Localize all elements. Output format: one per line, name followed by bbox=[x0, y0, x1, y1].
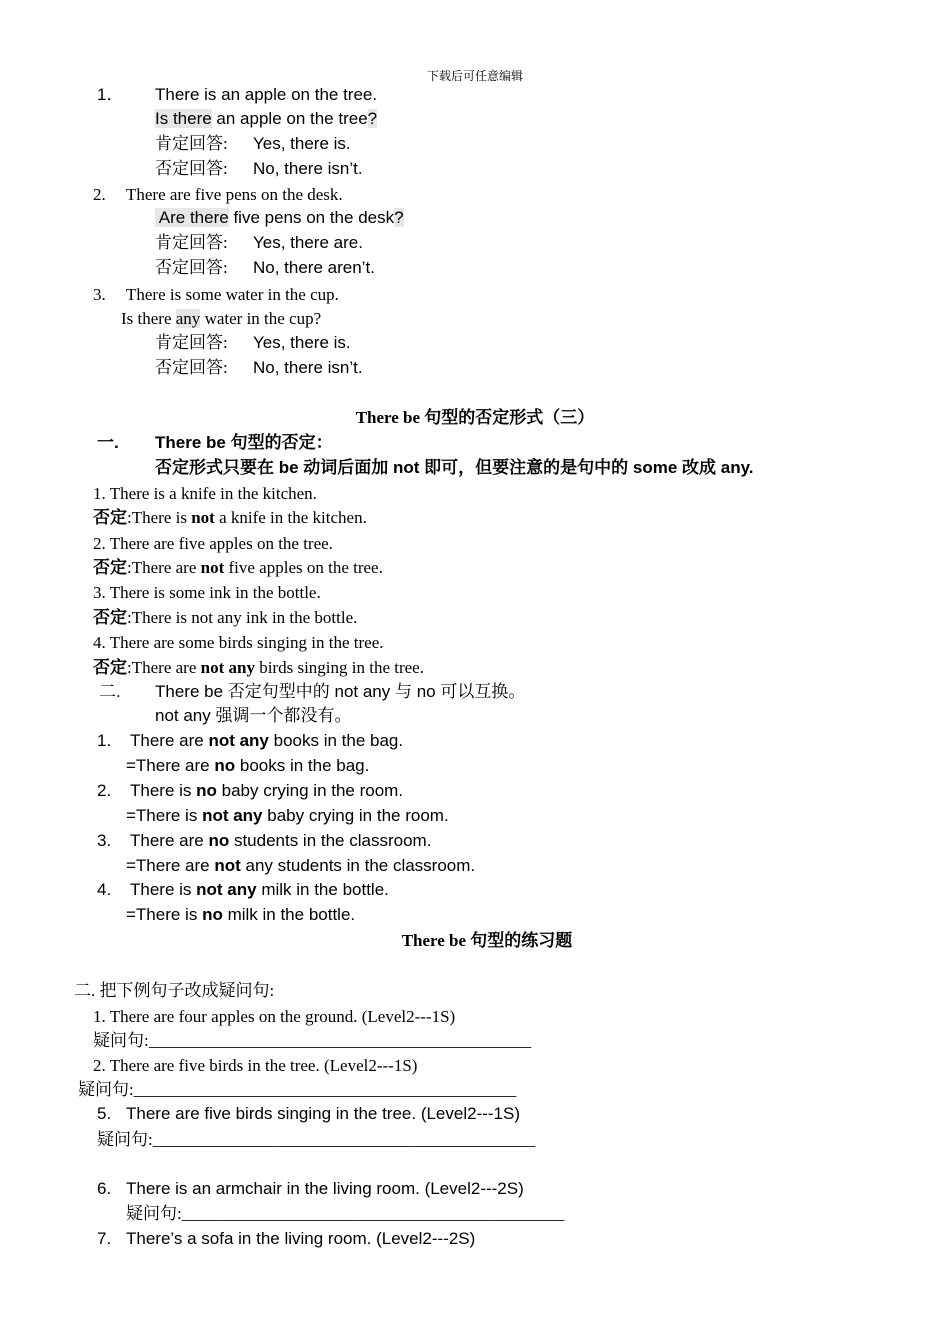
list-number: 7. bbox=[97, 1229, 112, 1248]
list-number: 4. bbox=[97, 880, 112, 899]
bold-word: no bbox=[208, 831, 230, 850]
negative-sentence bbox=[93, 607, 357, 629]
blank-line[interactable]: _____________________________________________ bbox=[152, 1130, 536, 1149]
list-number: 1. bbox=[97, 731, 112, 750]
swap-equivalent bbox=[126, 805, 449, 827]
blank-label: 疑问句: bbox=[97, 1130, 153, 1149]
text: baby crying in the room. bbox=[216, 781, 404, 800]
text: birds singing in the tree. bbox=[254, 658, 424, 677]
text: any students in the classroom. bbox=[240, 856, 476, 875]
section-title: There be 句型的练习题 bbox=[401, 931, 573, 950]
text: books in the bag. bbox=[268, 731, 404, 750]
negative-sentence bbox=[93, 557, 383, 579]
example-sentence: There is an apple on the tree. bbox=[155, 85, 378, 104]
answer-label: 肯定回答: bbox=[155, 333, 228, 352]
neg-label: 否定 bbox=[93, 558, 127, 577]
answer-label: 肯定回答: bbox=[155, 233, 228, 252]
swap-sentence bbox=[130, 780, 403, 802]
page-header-note: 下载后可任意编辑 bbox=[426, 69, 523, 83]
negative-sentence bbox=[93, 507, 367, 529]
highlight: Are there bbox=[155, 208, 229, 227]
text: =There are bbox=[126, 856, 215, 875]
text: There are bbox=[130, 831, 209, 850]
rule-text: 否定形式只要在 be 动词后面加 not 即可，但要注意的是句中的 some 改成 any. bbox=[155, 458, 754, 477]
note-text: not any 强调一个都没有。 bbox=[155, 706, 352, 725]
bold-word: not bbox=[200, 558, 225, 577]
text: books in the bag. bbox=[235, 756, 370, 775]
question-sentence bbox=[155, 207, 404, 229]
text: =There is bbox=[126, 806, 203, 825]
exercise-sentence: There’s a sofa in the living room. (Level2---2S) bbox=[126, 1229, 476, 1248]
section-title: There be 句型的否定形式（三） bbox=[355, 408, 595, 427]
text: =There are bbox=[126, 756, 215, 775]
text: students in the classroom. bbox=[229, 831, 432, 850]
swap-sentence bbox=[130, 879, 389, 901]
list-number: 5. bbox=[97, 1104, 112, 1123]
neg-label: 否定 bbox=[93, 658, 127, 677]
exercise-sentence: There are five birds singing in the tree. (Level2---1S) bbox=[126, 1104, 521, 1123]
list-number: 2. bbox=[93, 185, 106, 204]
swap-sentence bbox=[130, 730, 403, 752]
answer-blank[interactable] bbox=[126, 1203, 564, 1225]
text: :There is not any ink in the bottle. bbox=[127, 608, 358, 627]
blank-line[interactable]: _____________________________________________ bbox=[181, 1204, 565, 1223]
blank-line[interactable]: _____________________________________________ bbox=[133, 1080, 517, 1099]
bold-word: not any bbox=[196, 880, 257, 899]
answer-label: 肯定回答: bbox=[155, 134, 228, 153]
negative-sentence bbox=[93, 657, 424, 679]
text: There is bbox=[130, 880, 197, 899]
highlight: Is there bbox=[155, 109, 212, 128]
text: milk in the bottle. bbox=[222, 905, 356, 924]
bold-word: no bbox=[196, 781, 217, 800]
heading-text: There be 句型的否定： bbox=[155, 433, 333, 452]
text: :There are bbox=[127, 658, 201, 677]
answer-label: 否定回答: bbox=[155, 159, 228, 178]
text: milk in the bottle. bbox=[256, 880, 389, 899]
heading-text: There be 否定句型中的 not any 与 no 可以互换。 bbox=[155, 682, 526, 701]
answer-label: 否定回答: bbox=[155, 358, 228, 377]
text: =There is bbox=[126, 905, 203, 924]
answer-blank[interactable] bbox=[97, 1129, 535, 1151]
heading-number: 一. bbox=[97, 433, 119, 452]
original-sentence: 3. There is some ink in the bottle. bbox=[93, 583, 321, 602]
text: five apples on the tree. bbox=[224, 558, 383, 577]
answer-text: Yes, there is. bbox=[253, 333, 351, 352]
swap-equivalent bbox=[126, 855, 475, 877]
highlight: ? bbox=[367, 109, 378, 128]
exercise-sentence: There is an armchair in the living room. (Level2---2S) bbox=[126, 1179, 524, 1198]
blank-line[interactable]: _____________________________________________ bbox=[148, 1031, 532, 1050]
example-sentence: There are five pens on the desk. bbox=[126, 185, 343, 204]
bold-word: no bbox=[214, 756, 236, 775]
swap-equivalent bbox=[126, 755, 369, 777]
text: an apple on the tree bbox=[211, 109, 368, 128]
answer-text: No, there isn’t. bbox=[253, 358, 363, 377]
answer-text: No, there aren’t. bbox=[253, 258, 375, 277]
exercise-sentence: 2. There are five birds in the tree. (Level2---1S) bbox=[93, 1056, 418, 1075]
list-number: 3. bbox=[93, 285, 106, 304]
text: water in the cup? bbox=[200, 309, 322, 328]
bold-word: not bbox=[191, 508, 215, 527]
blank-label: 疑问句: bbox=[78, 1080, 134, 1099]
highlight: ? bbox=[394, 208, 404, 227]
blank-label: 疑问句: bbox=[126, 1204, 182, 1223]
answer-text: No, there isn’t. bbox=[253, 159, 363, 178]
bold-word: not any bbox=[202, 806, 263, 825]
original-sentence: 1. There is a knife in the kitchen. bbox=[93, 484, 317, 503]
text: Is there bbox=[121, 309, 176, 328]
list-number: 3. bbox=[97, 831, 112, 850]
bold-word: not any bbox=[200, 658, 255, 677]
blank-label: 疑问句: bbox=[93, 1031, 149, 1050]
instruction-text: 二. 把下例句子改成疑问句: bbox=[74, 981, 275, 1000]
text: a knife in the kitchen. bbox=[214, 508, 367, 527]
question-sentence bbox=[121, 308, 321, 330]
text: There are bbox=[130, 731, 209, 750]
bold-word: not any bbox=[208, 731, 269, 750]
bold-word: no bbox=[202, 905, 223, 924]
text: baby crying in the room. bbox=[262, 806, 449, 825]
text: :There are bbox=[127, 558, 201, 577]
neg-label: 否定 bbox=[93, 508, 127, 527]
question-sentence bbox=[155, 108, 377, 130]
original-sentence: 4. There are some birds singing in the tree. bbox=[93, 633, 384, 652]
answer-text: Yes, there is. bbox=[253, 134, 351, 153]
answer-blank[interactable] bbox=[78, 1079, 516, 1101]
list-number: 6. bbox=[97, 1179, 112, 1198]
exercise-sentence: 1. There are four apples on the ground. (Level2---1S) bbox=[93, 1007, 456, 1026]
text: :There is bbox=[127, 508, 192, 527]
highlight: any bbox=[175, 309, 201, 328]
bold-word: not bbox=[214, 856, 241, 875]
text: There is bbox=[130, 781, 197, 800]
answer-text: Yes, there are. bbox=[253, 233, 363, 252]
answer-blank[interactable] bbox=[93, 1030, 531, 1052]
example-sentence: There is some water in the cup. bbox=[126, 285, 339, 304]
answer-label: 否定回答: bbox=[155, 258, 228, 277]
swap-equivalent bbox=[126, 904, 355, 926]
heading-number: 二. bbox=[99, 682, 121, 701]
original-sentence: 2. There are five apples on the tree. bbox=[93, 534, 333, 553]
list-number: 1． bbox=[97, 85, 124, 104]
neg-label: 否定 bbox=[93, 608, 127, 627]
list-number: 2. bbox=[97, 781, 112, 800]
text: five pens on the desk bbox=[228, 208, 395, 227]
swap-sentence bbox=[130, 830, 431, 852]
